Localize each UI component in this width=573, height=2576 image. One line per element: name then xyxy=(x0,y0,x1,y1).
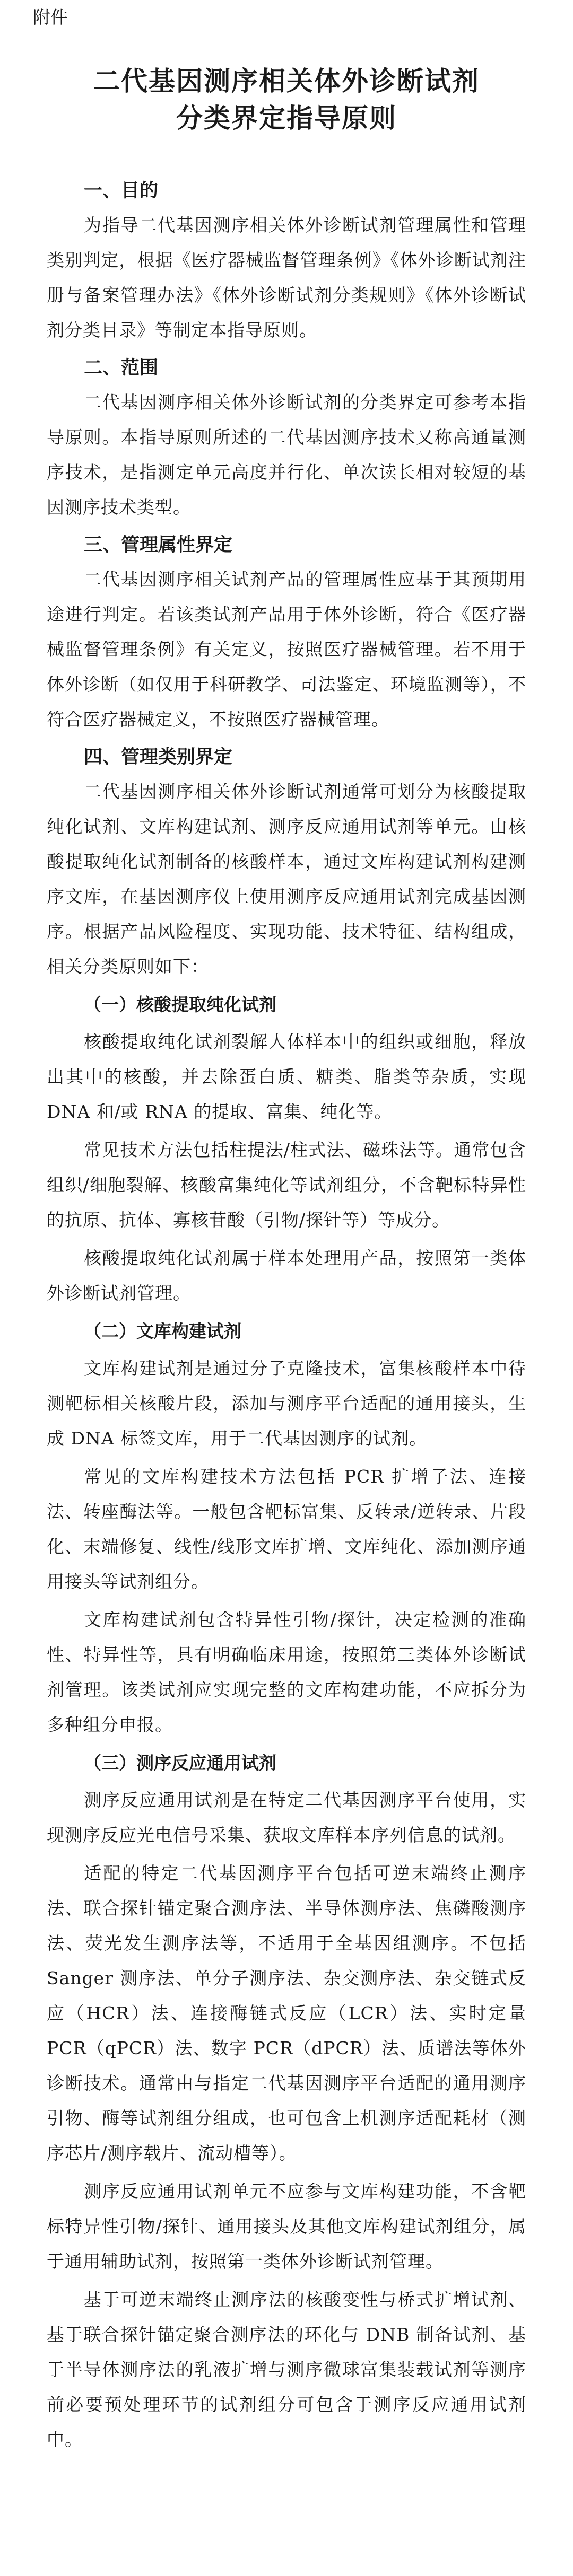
document-body xyxy=(47,174,526,2457)
paragraph: 测序反应通用试剂是在特定二代基因测序平台使用，实现测序反应光电信号采集、获取文库样本序列信息的试剂。 xyxy=(47,1790,526,1845)
subsection-heading: （三）测序反应通用试剂 xyxy=(84,1753,276,1773)
paragraph: 基于可逆末端终止测序法的核酸变性与桥式扩增试剂、基于联合探针锚定聚合测序法的环化与 DNB 制备试剂、基于半导体测序法的乳液扩增与测序微球富集装载试剂等测序前必要预处理环节的试剂组分可包含于测序反应通用试剂中。 xyxy=(47,2289,526,2450)
paragraph: 二代基因测序相关试剂产品的管理属性应基于其预期用途进行判定。若该类试剂产品用于体外诊断，符合《医疗器械监督管理条例》有关定义，按照医疗器械管理。若不用于体外诊断（如仅用于科研教学、司法鉴定、环境监测等），不符合医疗器械定义，不按照医疗器械管理。 xyxy=(47,569,526,730)
section-heading: 一、目的 xyxy=(84,180,159,201)
paragraph: 测序反应通用试剂单元不应参与文库构建功能，不含靶标特异性引物/探针、通用接头及其他文库构建试剂组分，属于通用辅助试剂，按照第一类体外诊断试剂管理。 xyxy=(47,2181,526,2272)
paragraph: 核酸提取纯化试剂裂解人体样本中的组织或细胞，释放出其中的核酸，并去除蛋白质、糖类、脂类等杂质，实现DNA 和/或 RNA 的提取、富集、纯化等。 xyxy=(47,1031,526,1122)
paragraph: 常见技术方法包括柱提法/柱式法、磁珠法等。通常包含组织/细胞裂解、核酸富集纯化等试剂组分，不含靶标特异性的抗原、抗体、寡核苷酸（引物/探针等）等成分。 xyxy=(47,1140,526,1230)
section-heading: 三、管理属性界定 xyxy=(84,535,233,556)
subsection-heading: （一）核酸提取纯化试剂 xyxy=(84,994,276,1015)
title-line-2: 分类界定指导原则 xyxy=(176,103,397,134)
attachment-label: 附件 xyxy=(33,7,68,28)
subsection-heading: （二）文库构建试剂 xyxy=(84,1321,241,1342)
section-heading: 四、管理类别界定 xyxy=(84,747,233,768)
title-line-1: 二代基因测序相关体外诊断试剂 xyxy=(93,66,480,97)
section-heading: 二、范围 xyxy=(84,357,159,379)
paragraph: 文库构建试剂是通过分子克隆技术，富集核酸样本中待测靶标相关核酸片段，添加与测序平台适配的通用接头，生成 DNA 标签文库，用于二代基因测序的试剂。 xyxy=(47,1358,526,1449)
paragraph: 常见的文库构建技术方法包括 PCR 扩增子法、连接法、转座酶法等。一般包含靶标富集、反转录/逆转录、片段化、末端修复、线性/线形文库扩增、文库纯化、添加测序通用接头等试剂组分。 xyxy=(47,1466,526,1592)
paragraph: 二代基因测序相关体外诊断试剂的分类界定可参考本指导原则。本指导原则所述的二代基因测序技术又称高通量测序技术，是指测定单元高度并行化、单次读长相对较短的基因测序技术类型。 xyxy=(47,392,526,518)
document-title xyxy=(47,0,526,137)
paragraph: 文库构建试剂包含特异性引物/探针，决定检测的准确性、特异性等，具有明确临床用途，按照第三类体外诊断试剂管理。该类试剂应实现完整的文库构建功能，不应拆分为多种组分申报。 xyxy=(47,1609,526,1735)
paragraph: 二代基因测序相关体外诊断试剂通常可划分为核酸提取纯化试剂、文库构建试剂、测序反应通用试剂等单元。由核酸提取纯化试剂制备的核酸样本，通过文库构建试剂构建测序文库，在基因测序仪上使用测序反应通用试剂完成基因测序。根据产品风险程度、实现功能、技术特征、结构组成，相关分类原则如下： xyxy=(47,781,526,977)
paragraph: 核酸提取纯化试剂属于样本处理用产品，按照第一类体外诊断试剂管理。 xyxy=(47,1248,526,1303)
paragraph: 为指导二代基因测序相关体外诊断试剂管理属性和管理类别判定，根据《医疗器械监督管理条例》《体外诊断试剂注册与备案管理办法》《体外诊断试剂分类规则》《体外诊断试剂分类目录》等制定本指导原则。 xyxy=(47,215,526,340)
paragraph: 适配的特定二代基因测序平台包括可逆末端终止测序法、联合探针锚定聚合测序法、半导体测序法、焦磷酸测序法、荧光发生测序法等，不适用于全基因组测序。不包括Sanger 测序法、单分子测序法、杂交测序法、杂交链式反应（HCR）法、连接酶链式反应（LCR）法、实时定量 PCR（qPCR）法、数字 PCR（dPCR）法、质谱法等体外诊断技术。通常由与指定二代基因测序平台适配的通用测序引物、酶等试剂组分组成，也可包含上机测序适配耗材（测序芯片/测序载片、流动槽等）。 xyxy=(47,1863,526,2163)
